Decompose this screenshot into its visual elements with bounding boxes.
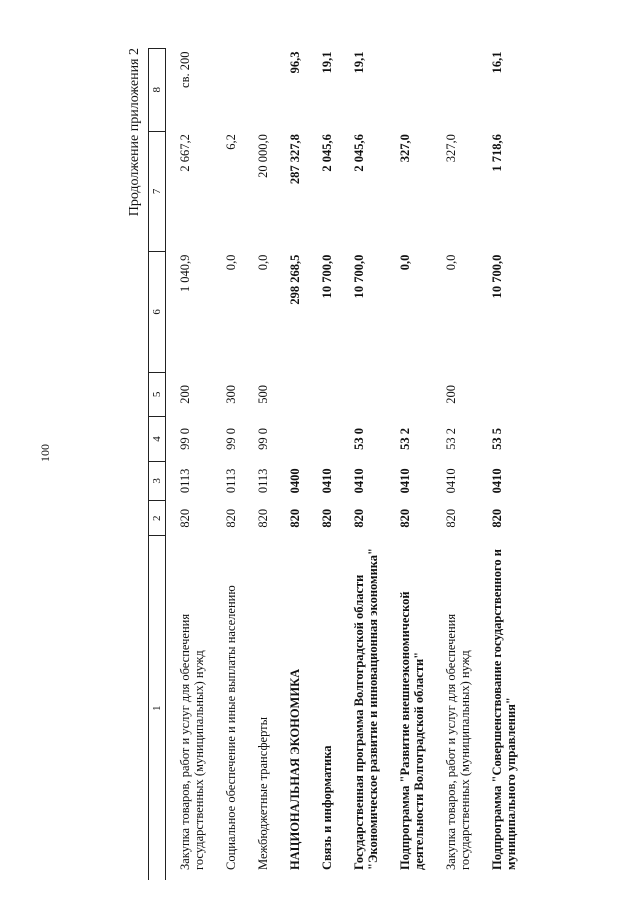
row-description: Закупка товаров, работ и услуг для обеспечения государственных (муниципальных) нужд (444, 613, 472, 870)
cell-percent: 96,3 (288, 51, 302, 74)
column-number: 7 (149, 131, 166, 251)
cell-executed: 2 667,2 (178, 134, 192, 172)
cell-ministry: 820 (256, 508, 270, 528)
cell-section: 0113 (224, 468, 238, 494)
cell-percent: 19,1 (352, 51, 366, 74)
cell-executed: 327,0 (398, 134, 412, 163)
cell-planned: 0,0 (398, 254, 412, 271)
row-description: Подпрограмма "Совершенствование государственного и муниципального управления" (490, 549, 518, 870)
column-number: 3 (149, 461, 166, 500)
cell-section: 0410 (320, 468, 334, 494)
cell-expense-type: 300 (224, 385, 238, 404)
cell-target: 99 0 (224, 428, 238, 450)
column-number: 8 (149, 49, 166, 132)
table-row (386, 49, 432, 881)
table-row (432, 49, 478, 881)
cell-planned: 0,0 (256, 254, 270, 271)
cell-section: 0410 (398, 468, 412, 494)
cell-section: 0410 (444, 468, 458, 494)
table-row (478, 49, 524, 881)
cell-section: 0113 (178, 468, 192, 494)
table-row (244, 49, 276, 881)
cell-planned: 10 700,0 (352, 254, 366, 299)
cell-percent (386, 49, 432, 132)
cell-target: 99 0 (178, 428, 192, 450)
cell-expense-type (386, 372, 432, 417)
cell-target: 53 5 (490, 428, 504, 450)
cell-ministry: 820 (178, 508, 192, 528)
page-number: 100 (38, 444, 52, 462)
row-description: Подпрограмма "Развитие внешнеэкономической деятельности Волгоградской области" (398, 591, 426, 870)
cell-expense-type: 500 (256, 385, 270, 404)
cell-planned: 0,0 (224, 254, 238, 271)
cell-target (276, 417, 308, 461)
cell-target: 53 2 (398, 428, 412, 450)
column-number: 5 (149, 372, 166, 417)
cell-section: 0410 (352, 468, 366, 494)
column-number: 6 (149, 252, 166, 372)
cell-target: 99 0 (256, 428, 270, 450)
row-description: НАЦИОНАЛЬНАЯ ЭКОНОМИКА (288, 668, 302, 870)
cell-ministry: 820 (352, 508, 366, 528)
cell-planned: 0,0 (444, 254, 458, 271)
cell-percent (244, 49, 276, 132)
budget-table (148, 48, 524, 880)
cell-ministry: 820 (224, 508, 238, 528)
row-description: Связь и информатика (320, 745, 334, 870)
cell-expense-type: 200 (178, 385, 192, 404)
row-description: Закупка товаров, работ и услуг для обеспечения государственных (муниципальных) нужд (178, 613, 206, 870)
cell-section: 0410 (490, 468, 504, 494)
cell-ministry: 820 (320, 508, 334, 528)
cell-ministry: 820 (490, 508, 504, 528)
cell-section: 0113 (256, 468, 270, 494)
row-description: Межбюджетные трансферты (256, 716, 270, 870)
cell-executed: 6,2 (224, 134, 238, 150)
row-description: Социальное обеспечение и иные выплаты населению (224, 585, 238, 870)
cell-executed: 327,0 (444, 134, 458, 163)
cell-ministry: 820 (398, 508, 412, 528)
cell-executed: 20 000,0 (256, 134, 270, 178)
cell-section: 0400 (288, 468, 302, 494)
column-number-row (149, 49, 166, 881)
cell-planned: 298 268,5 (288, 254, 302, 305)
cell-planned: 10 700,0 (320, 254, 334, 299)
cell-percent (432, 49, 478, 132)
cell-executed: 1 718,6 (490, 134, 504, 172)
cell-percent: 19,1 (320, 51, 334, 74)
cell-percent: 16,1 (490, 51, 504, 74)
cell-ministry: 820 (288, 508, 302, 528)
continuation-note: Продолжение приложения 2 (127, 48, 142, 217)
cell-executed: 2 045,6 (352, 134, 366, 172)
table-row (276, 49, 308, 881)
cell-ministry: 820 (444, 508, 458, 528)
cell-expense-type (478, 372, 524, 417)
column-number: 1 (149, 536, 166, 880)
cell-planned: 1 040,9 (178, 254, 192, 293)
table-row (340, 49, 386, 881)
column-number: 4 (149, 417, 166, 461)
table-row (212, 49, 244, 881)
table-row (166, 49, 213, 881)
cell-target (308, 417, 340, 461)
row-description: Государственная программа Волгоградской области "Экономическое развитие и инновационная экономика" (352, 548, 380, 870)
cell-executed: 2 045,6 (320, 134, 334, 172)
cell-expense-type (276, 372, 308, 417)
table-row (308, 49, 340, 881)
cell-percent: св. 200 (178, 51, 192, 88)
cell-expense-type: 200 (444, 385, 458, 404)
cell-planned: 10 700,0 (490, 254, 504, 299)
cell-percent (212, 49, 244, 132)
cell-expense-type (340, 372, 386, 417)
cell-target: 53 0 (352, 428, 366, 450)
cell-target: 53 2 (444, 428, 458, 450)
cell-expense-type (308, 372, 340, 417)
rotated-document (126, 40, 640, 880)
cell-executed: 287 327,8 (288, 134, 302, 185)
column-number: 2 (149, 501, 166, 536)
